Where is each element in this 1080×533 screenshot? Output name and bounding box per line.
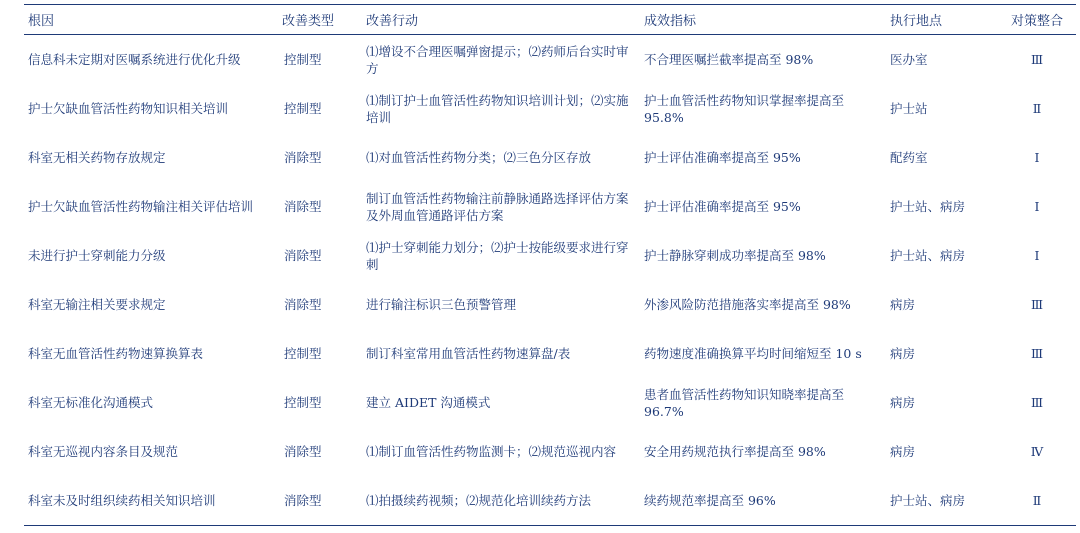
table-row — [24, 476, 1076, 526]
cell-root-cause: 科室无巡视内容条目及规范 — [28, 444, 179, 459]
cell-integration: Ⅲ — [1030, 297, 1044, 312]
table-header-row — [24, 5, 1076, 35]
cell-root-cause: 信息科未定期对医嘱系统进行优化升级 — [28, 52, 241, 67]
cell-root-cause: 护士欠缺血管活性药物知识相关培训 — [28, 101, 229, 116]
cell-type: 控制型 — [284, 346, 322, 361]
cell-location: 病房 — [890, 444, 916, 459]
cell-type: 消除型 — [284, 248, 322, 263]
countermeasure-table — [24, 4, 1076, 526]
header-improvement-type: 改善类型 — [278, 5, 362, 35]
cell-root-cause: 科室无相关药物存放规定 — [28, 150, 166, 165]
cell-location: 病房 — [890, 346, 916, 361]
cell-integration: Ⅳ — [1030, 444, 1044, 459]
cell-indicator: 安全用药规范执行率提高至 98% — [644, 444, 826, 459]
table-row — [24, 427, 1076, 476]
cell-location: 护士站、病房 — [886, 476, 998, 526]
cell-action: ⑴制订血管活性药物监测卡；⑵规范巡视内容 — [366, 444, 617, 459]
cell-root-cause: 未进行护士穿刺能力分级 — [28, 248, 166, 263]
cell-type: 消除型 — [284, 297, 322, 312]
cell-action: ⑴对血管活性药物分类；⑵三色分区存放 — [366, 150, 592, 165]
cell-indicator: 不合理医嘱拦截率提高至 98% — [644, 52, 814, 67]
table-row — [24, 329, 1076, 378]
cell-location: 配药室 — [890, 150, 928, 165]
cell-integration: Ⅱ — [1032, 101, 1042, 116]
cell-indicator: 续药规范率提高至 96% — [640, 476, 886, 526]
cell-root-cause: 科室无血管活性药物速算换算表 — [28, 346, 204, 361]
header-improvement-action: 改善行动 — [362, 5, 640, 35]
cell-type: 控制型 — [284, 52, 322, 67]
cell-type: 控制型 — [284, 395, 322, 410]
cell-integration: Ⅰ — [1034, 150, 1040, 165]
cell-action: 制订科室常用血管活性药物速算盘/表 — [366, 346, 571, 361]
cell-root-cause: 科室未及时组织续药相关知识培训 — [24, 476, 278, 526]
cell-location: 病房 — [890, 395, 916, 410]
cell-type: 消除型 — [284, 199, 322, 214]
cell-type: 消除型 — [278, 476, 362, 526]
cell-location: 护士站、病房 — [890, 199, 966, 214]
table-row — [24, 133, 1076, 182]
header-root-cause: 根因 — [24, 5, 278, 35]
cell-indicator: 患者血管活性药物知识知晓率提高至 96.7% — [644, 386, 845, 419]
cell-root-cause: 科室无输注相关要求规定 — [28, 297, 166, 312]
cell-action: 制订血管活性药物输注前静脉通路选择评估方案及外周血管通路评估方案 — [366, 190, 629, 223]
cell-integration: Ⅰ — [1034, 199, 1040, 214]
cell-action: ⑴增设不合理医嘱弹窗提示；⑵药师后台实时审方 — [366, 43, 629, 76]
header-outcome-indicator: 成效指标 — [640, 5, 886, 35]
cell-action: ⑴护士穿刺能力划分；⑵护士按能级要求进行穿刺 — [366, 239, 629, 272]
cell-location: 护士站、病房 — [890, 248, 966, 263]
cell-indicator: 护士静脉穿刺成功率提高至 98% — [644, 248, 826, 263]
cell-type: 消除型 — [284, 444, 322, 459]
table-row — [24, 182, 1076, 231]
cell-integration: Ⅲ — [1030, 395, 1044, 410]
cell-indicator: 护士评估准确率提高至 95% — [644, 199, 801, 214]
cell-integration: Ⅱ — [998, 476, 1076, 526]
header-location: 执行地点 — [886, 5, 998, 35]
table-row — [24, 378, 1076, 427]
cell-location: 病房 — [890, 297, 916, 312]
table-row — [24, 231, 1076, 280]
cell-action: 建立 AIDET 沟通模式 — [366, 395, 491, 410]
cell-location: 护士站 — [890, 101, 928, 116]
cell-action: ⑴制订护士血管活性药物知识培训计划；⑵实施培训 — [366, 92, 629, 125]
cell-indicator: 药物速度准确换算平均时间缩短至 10 s — [644, 346, 862, 361]
table-row — [24, 35, 1076, 85]
table-row — [24, 84, 1076, 133]
cell-root-cause: 护士欠缺血管活性药物输注相关评估培训 — [28, 199, 254, 214]
cell-integration: Ⅲ — [1030, 52, 1044, 67]
cell-integration: Ⅲ — [1030, 346, 1044, 361]
table-row — [24, 280, 1076, 329]
cell-type: 控制型 — [284, 101, 322, 116]
cell-location: 医办室 — [890, 52, 928, 67]
cell-type: 消除型 — [284, 150, 322, 165]
cell-action: 进行输注标识三色预警管理 — [366, 297, 517, 312]
header-integration: 对策整合 — [998, 5, 1076, 35]
cell-indicator: 护士血管活性药物知识掌握率提高至 95.8% — [644, 92, 845, 125]
cell-indicator: 护士评估准确率提高至 95% — [644, 150, 801, 165]
cell-integration: Ⅰ — [1034, 248, 1040, 263]
cell-indicator: 外渗风险防范措施落实率提高至 98% — [644, 297, 851, 312]
cell-action: ⑴拍摄续药视频；⑵规范化培训续药方法 — [362, 476, 640, 526]
cell-root-cause: 科室无标准化沟通模式 — [28, 395, 154, 410]
